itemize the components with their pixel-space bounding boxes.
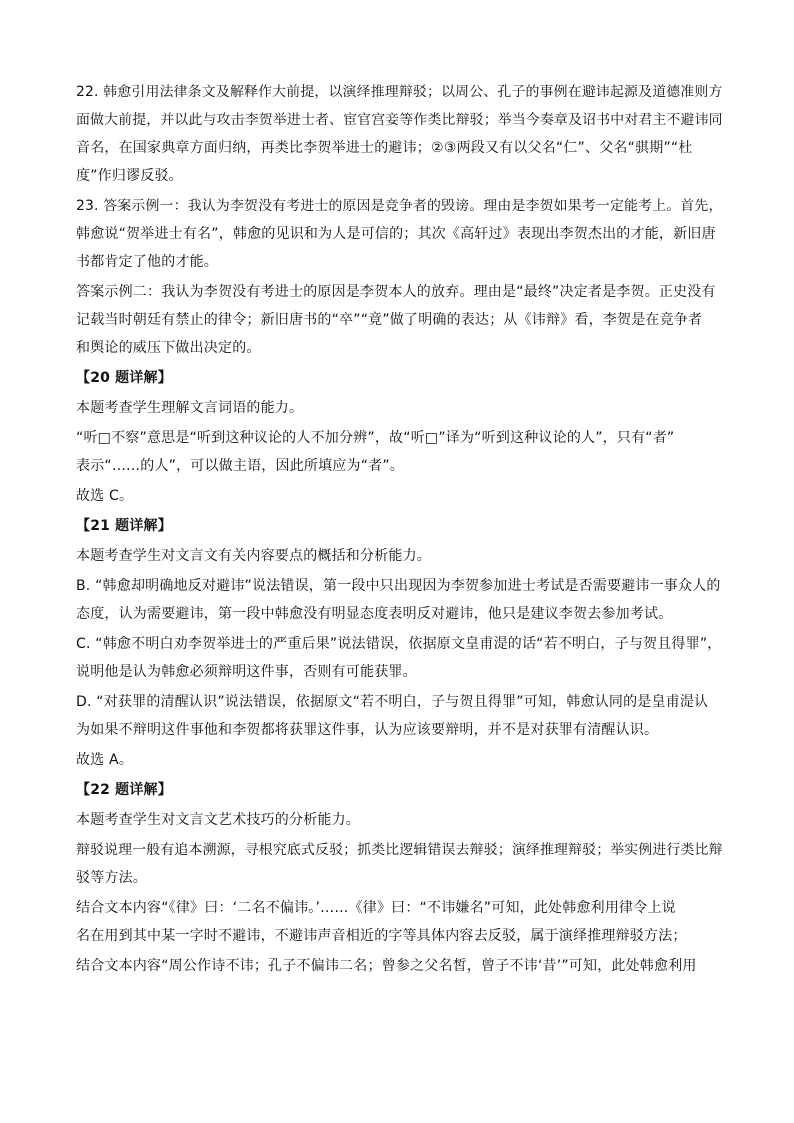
- text-line: 和舆论的威压下做出决定的。: [76, 340, 261, 356]
- text-line: 面做大前提，并以此与攻击李贺举进士者、宦官宫妾等作类比辩驳；举当今奏章及诏书中对君主不避讳同: [76, 112, 723, 128]
- text-line: 结合文本内容“周公作诗不讳；孔子不偏讳二名；曾参之父名皙，曾子不讳‘昔’”可知，此处韩愈利用: [76, 958, 697, 974]
- section-heading: [76, 776, 726, 804]
- text-line: 韩愈说“贺举进士有名”，韩愈的见识和为人是可信的；其次《高轩过》表现出李贺杰出的才能，新旧唐: [76, 226, 716, 242]
- text-line: B. “韩愈却明确地反对避讳”说法错误，第一段中只出现因为李贺参加进士考试是否需要避讳一事众人的: [76, 578, 721, 594]
- text-line: 结合文本内容“《律》曰：‘二名不偏讳。’……《律》曰：“不讳嫌名”可知，此处韩愈利用律令上说: [76, 900, 676, 916]
- text-line: 记载当时朝廷有禁止的律令；新旧唐书的“卒”“竟”做了明确的表达；从《讳辩》看，李贺是在竞争者: [76, 312, 703, 328]
- text-line: C. “韩愈不明白劝李贺举进士的严重后果”说法错误，依据原文皇甫湜的话“若不明白，子与贺且得罪”，: [76, 636, 722, 652]
- paragraph-spacer: [76, 980, 726, 982]
- paragraph: [76, 572, 726, 628]
- text-line: 【21 题详解】: [76, 518, 172, 534]
- paragraph: [76, 78, 726, 190]
- paragraph: [76, 746, 726, 774]
- text-line: 表示“……的人”，可以做主语，因此所填应为“者”。: [76, 458, 405, 474]
- text-line: 驳等方法。: [76, 870, 147, 886]
- paragraph: [76, 630, 726, 686]
- paragraph: [76, 192, 726, 276]
- text-line: 故选 C。: [76, 488, 134, 504]
- text-line: 【20 题详解】: [76, 370, 172, 386]
- paragraph: [76, 424, 726, 480]
- text-line: D. “对获罪的清醒认识”说法错误，依据原文“若不明白，子与贺且得罪”可知，韩愈认同的是皇甫湜认: [76, 694, 709, 710]
- paragraph: [76, 394, 726, 422]
- section-heading: [76, 512, 726, 540]
- text-line: 为如果不辩明这件事他和李贺都将获罪这件事，认为应该要辩明，并不是对获罪有清醒认识。: [76, 722, 659, 738]
- text-line: 说明他是认为韩愈必须辩明这件事，否则有可能获罪。: [76, 664, 417, 680]
- paragraph: [76, 542, 726, 570]
- paragraph: [76, 952, 726, 980]
- text-line: 【22 题详解】: [76, 782, 172, 798]
- text-line: 名在用到其中某一字时不避讳，不避讳声音相近的字等具体内容去反驳，属于演绎推理辩驳方法；: [76, 928, 687, 944]
- text-line: “听□不察”意思是“听到这种议论的人不加分辨”，故“听□”译为“听到这种议论的人”，只有“者”: [76, 430, 675, 446]
- text-line: 故选 A。: [76, 752, 134, 768]
- text-line: 本题考查学生理解文言词语的能力。: [76, 400, 304, 416]
- text-line: 辩驳说理一般有追本溯源，寻根究底式反驳；抓类比逻辑错误去辩驳；演绎推理辩驳；举实例进行类比辩: [76, 842, 723, 858]
- text-line: 22. 韩愈引用法律条文及解释作大前提，以演绎推理辩驳；以周公、孔子的事例在避讳起源及道德准则方: [76, 84, 723, 100]
- text-line: 23. 答案示例一：我认为李贺没有考进士的原因是竞争者的毁谤。理由是李贺如果考一定能考上。首先，: [76, 198, 723, 214]
- text-line: 本题考查学生对文言文艺术技巧的分析能力。: [76, 812, 360, 828]
- text-line: 态度，认为需要避讳，第一段中韩愈没有明显态度表明反对避讳，他只是建议李贺去参加考试。: [76, 606, 673, 622]
- paragraph: [76, 482, 726, 510]
- paragraph: [76, 836, 726, 892]
- paragraph: [76, 894, 726, 950]
- paragraph: [76, 806, 726, 834]
- text-line: 书都肯定了他的才能。: [76, 254, 218, 270]
- text-line: 答案示例二：我认为李贺没有考进士的原因是李贺本人的放弃。理由是“最终”决定者是李贺。正史没有: [76, 284, 716, 300]
- text-line: 本题考查学生对文言文有关内容要点的概括和分析能力。: [76, 548, 431, 564]
- paragraph: [76, 278, 726, 362]
- section-heading: [76, 364, 726, 392]
- paragraph: [76, 688, 726, 744]
- document-page: [76, 78, 726, 982]
- text-line: 度”作归谬反驳。: [76, 168, 183, 184]
- text-line: 音名，在国家典章方面归纳，再类比李贺举进士的避讳；②③两段又有以父名“仁”、父名“骐期”“杜: [76, 140, 693, 156]
